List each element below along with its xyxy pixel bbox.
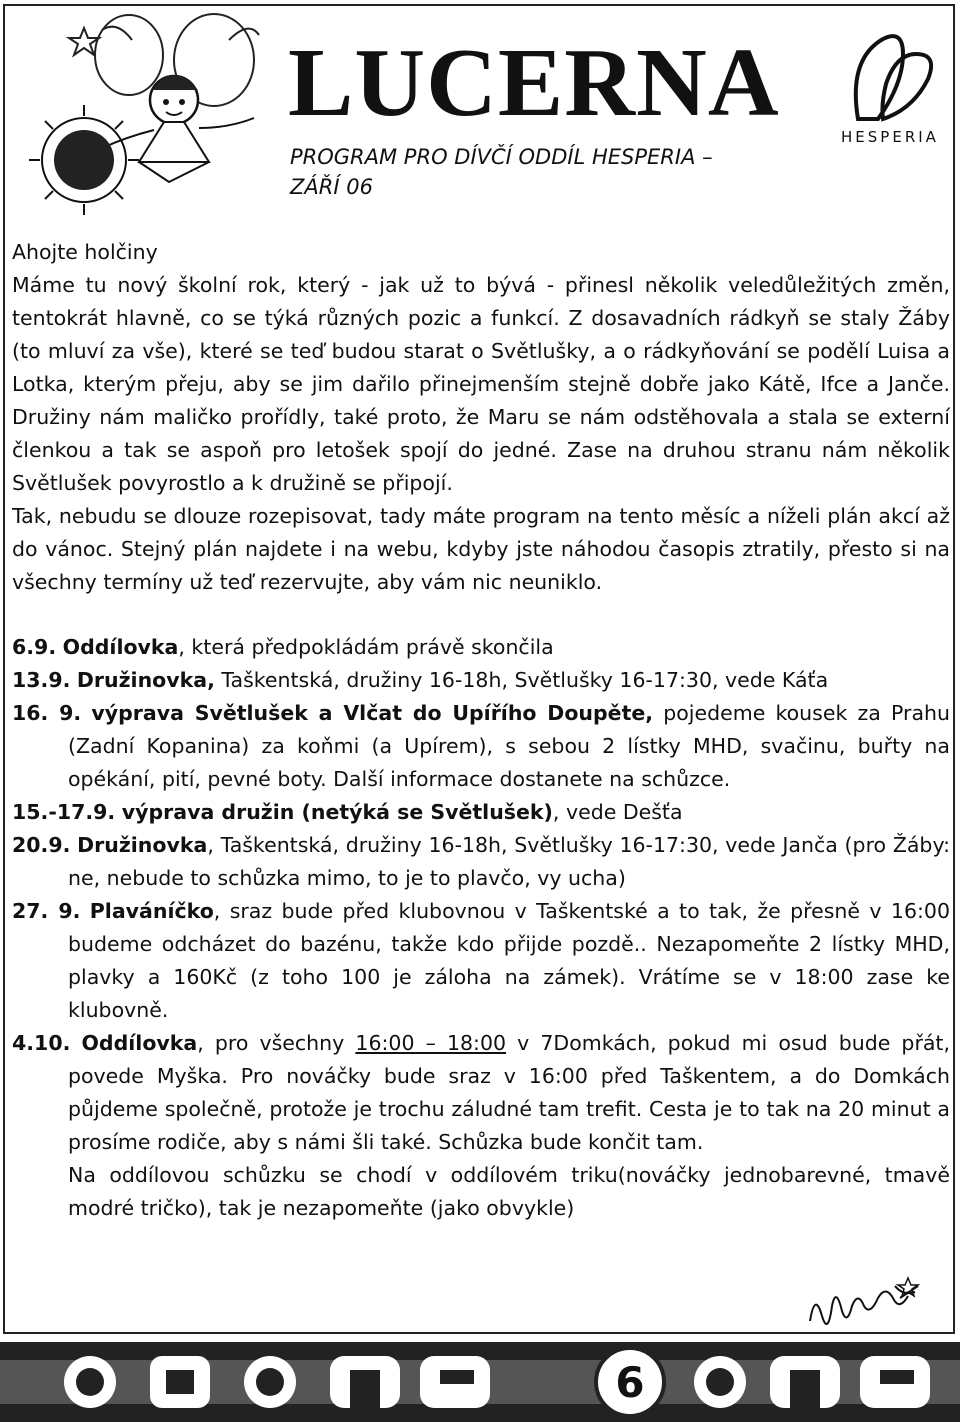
program-date: 13.9. [12,668,71,692]
program-details: Taškentská, družiny 16-18h, Světlušky 16-17:30, vede Káťa [214,668,829,692]
program-name: výprava Světlušek a Vlčat do Upířího Doupěte, [91,701,654,725]
program-item [12,829,950,895]
program-item [12,697,950,796]
intro-paragraph-2: Tak, nebudu se dlouze rozepisovat, tady máte program na tento měsíc a níželi plán akcí až do vánoc. Stejný plán najdete i na webu, kdyby jste náhodou časopis ztratily, přesto si na všechny termíny už teď rezervujte, aby vám nic neuniklo. [12,504,950,594]
program-details: , která předpokládám právě skončila [178,635,554,659]
program-details: , sraz bude před klubovnou v Taškentské a to tak, že přesně v 16:00 budeme odcházet do bazénu, takže kdo přijde pozdě.. Nezapomeňte 2 lístky MHD, plavky a 160Kč (z toho 100 je záloha na zámek). Vrátíme se v 18:00 zase ke klubovně. [68,899,950,1022]
program-item [12,895,950,1027]
page-number: 6 [615,1358,645,1407]
fairy-illustration [14,10,264,215]
program-item [12,796,950,829]
program-name: Oddílovka [81,1031,198,1055]
intro-paragraph-1: Máme tu nový školní rok, který - jak už to bývá - přinesl několik veledůležitých změn, tentokrát hlavně, co se týká různých pozic a funkcí. Z dosavadních rádkyň se staly Žáby (to mluví za vše), které se teď budou starat o Světlušky, a o rádkyňování se podělí Luisa a Lotka, kterým přeju, aby se jim dařilo přinejmenším stejně dobře jako Kátě, Ifce a Janče. Družiny nám maličko prořídly, také proto, že Maru se nám odstěhovala a stala se externí členkou a tak se aspoň pro letošek spojí do jedné. Zase na druhou stranu nám několik Světlušek povyrostlo a k družině se připojí. [12,273,950,495]
program-name: Oddílovka [62,635,179,659]
program-date: 27. 9. [12,899,81,923]
program-details-after: v 7Domkách, pokud mi osud bude přát, povede Myška. Pro nováčky bude sraz v 16:00 před Taškentem, a do Domkách půjdeme společně, protože je trochu záludné tam trefit. Cesta je to tak na 20 minut a prosíme rodiče, aby s námi šli také. Schůzka bude končit tam. [68,1031,950,1154]
hesperia-logo-wordmark: HESPERIA [841,128,939,146]
program-item [12,664,950,697]
program-item [12,631,950,664]
program-time-underlined: 16:00 – 18:00 [355,1031,507,1055]
program-date: 15.-17.9. [12,800,116,824]
program-date: 16. 9. [12,701,82,725]
main-content [12,236,950,1225]
signature-scribble [800,1276,930,1336]
program-details: , vede Dešťa [552,800,683,824]
newsletter-subtitle [290,142,770,202]
program-details-before: , pro všechny [197,1031,356,1055]
hesperia-logo [828,24,952,148]
program-details: , Taškentská, družiny 16-18h, Světlušky 16-17:30, vede Janča (pro Žáby: ne, nebude to schůzka mimo, to je to plavčo, vy ucha) [68,833,950,890]
subtitle-text: PROGRAM PRO DÍVČÍ ODDÍL HESPERIA – ZÁŘÍ 06 [290,145,713,199]
closing-note: Na oddílovou schůzku se chodí v oddílovém triku(nováčky jednobarevné, tmavě modré tričko), tak je nezapomeňte (jako obvykle) [68,1163,950,1220]
program-date: 20.9. [12,833,71,857]
spacer [12,599,950,631]
program-date: 4.10. [12,1031,71,1055]
program-item [12,1027,950,1159]
greeting: Ahojte holčiny [12,240,158,264]
program-details: pojedeme kousek za Prahu (Zadní Kopanina) za koňmi (a Upírem), s sebou 2 lístky MHD, svačinu, buřty na opékání, pití, pevné boty. Další informace dostanete na schůzce. [68,701,950,791]
newsletter-title: LUCERNA [288,29,780,137]
program-name: výprava družin (netýká se Světlušek) [121,800,553,824]
footer-banner [0,1342,960,1422]
program-name: Družinovka, [76,668,215,692]
program-name: Družinovka [77,833,208,857]
program-name: Plaváníčko [89,899,214,923]
program-date: 6.9. [12,635,57,659]
